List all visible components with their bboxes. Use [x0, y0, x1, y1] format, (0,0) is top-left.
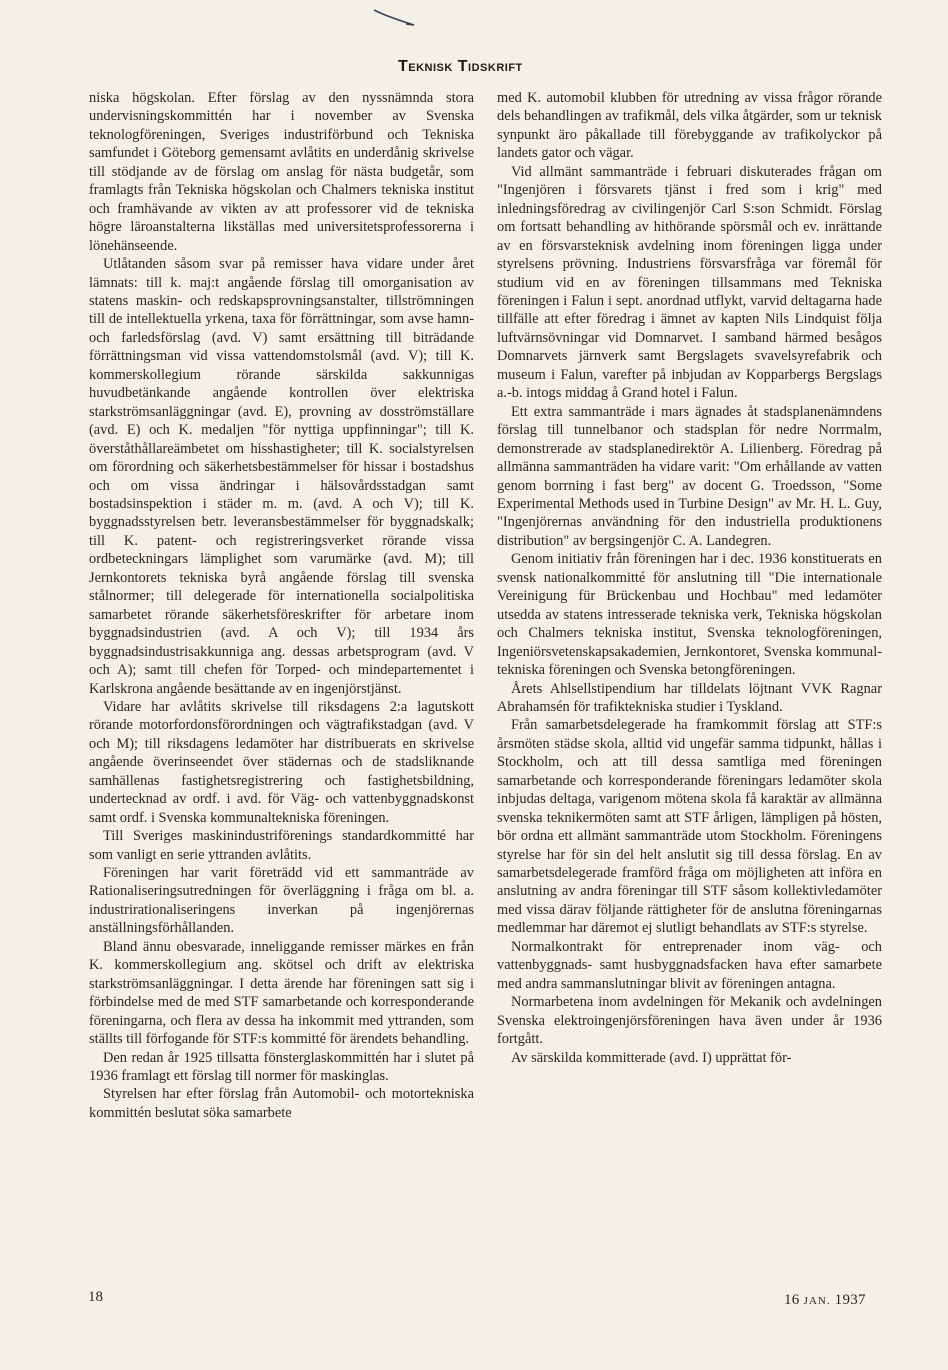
paragraph: Genom initiativ från föreningen har i dec. 1936 konstituerats en svensk nationalkommitté för anslutning till "Die internationale Vereinigung für Brückenbau und Hochbau" med ledamöter utsedda av statens intresserade tekniska verk, Tekniska högskolan och Chalmers tekniska institut, Svenska teknologföreningen, Ingeniörsvetenskapsakademien, Jernkontoret, Svenska kommunal-tekniska föreningen och Svenska betongföreningen.: [497, 551, 882, 679]
paragraph: Av särskilda kommitterade (avd. I) upprättat för-: [511, 1049, 792, 1066]
date-year: 1937: [834, 1292, 866, 1308]
page-number: 18: [88, 1289, 103, 1305]
right-column: [497, 89, 882, 1067]
paragraph: Normalkontrakt för entreprenader inom väg- och vattenbyggnads- samt husbyggnadsfacken hava efter samarbete med andra sammanslutningar blivit av föreningen antagna.: [497, 938, 882, 992]
issue-date: [784, 1292, 866, 1309]
date-month: JAN.: [803, 1295, 831, 1307]
journal-header: [398, 58, 698, 76]
paragraph: Föreningen har varit företrädd vid ett sammanträde av Rationaliseringsutredningen för överläggning i fråga om bl. a. industrirationaliseringens inverkan på ingenjörernas anställningsförhållanden.: [89, 865, 474, 937]
pen-stroke-mark: [372, 6, 416, 28]
paragraph: Utlåtanden såsom svar på remisser hava vidare under året lämnats: till k. maj:t angående förslag till omorganisation av statens maskin- och redskapsprovningsanstalter, tillströmningen till de intellektuella yrkena, taxa för förrättningar, som avse hamn- och farledsförslag (avd. V) samt ersättning till biträdande förrättningsman vid vissa vattendomstolsmål (avd. V); till K. kommerskollegium rörande särskilda sakkunnigas huvudbetänkande angående kontrollen över elektriska starkströmsanläggningar (avd. E), provning av dosströmställare (avd. E) och K. medaljen "för nyttiga uppfinningar"; till K. överståthållareämbetet om hisshastigheter; till K. socialstyrelsen om förordning och säkerhetsbestämmelser för hissar i bostadshus och om vissa ändringar i hälsovårdsstadgan samt bostadsinspektion i städer m. m. (avd. A och V); till K. byggnadsstyrelsen betr. leveransbestämmelser för byggnadskalk; till K. patent- och registreringsverket rörande vissa ordbeteckningars lämplighet som varumärke (avd. M); till Jernkontorets tekniska byrå angående förslag till svenska stålnormer; till delegerade för internationella socialpolitiska samarbetet rörande säkerhetsföreskrifter för arbetare inom byggnadsindustrien (avd. A och V); till 1934 års byggnadsindustrisakkunniga ang. dessas arbetsprogram (avd. V och A); samt till chefen för Torped- och mindepartementet i Karlskrona angående besättande av en ingenjörstjänst.: [89, 256, 474, 697]
paragraph: Från samarbetsdelegerade ha framkommit förslag att STF:s årsmöten städse skola, alltid vid ungefär samma tidpunkt, hållas i Stockholm, och att till dessa samtliga med föreningen samarbetande och korresponderande föreningars ledamöter skola inbjudas deltaga, varigenom mötena skola få karaktär av allmänna svenska teknikermöten samt att STF årligen, lämpligen på hösten, bör ordna ett allmänt sammanträde utom Stockholm. Föreningens styrelse har för sin del helt anslutit sig till dessa förslag. En av samarbetsdelegerade framförd fråga om möjligheten att införa en anslutning av andra föreningar till STF såsom kollektivledamöter med vissa därav följande rättigheter för de anslutna föreningarnas medlemmar har däremot ej slutligt behandlats av STF:s styrelse.: [497, 717, 882, 937]
paragraph: Styrelsen har efter förslag från Automobil- och motortekniska kommittén beslutat söka samarbete: [89, 1086, 474, 1121]
paragraph: med K. automobil klubben för utredning av vissa frågor rörande dels behandlingen av trafikmål, dels vilka åtgärder, som ur teknisk synpunkt äro påkallade till förebyggande av trafikolyckor på landets gator och vägar.: [497, 90, 882, 162]
paragraph: Årets Ahlsellstipendium har tilldelats löjtnant VVK Ragnar Abrahamsén för trafiktekniska studier i Tyskland.: [497, 680, 882, 715]
date-day: 16: [784, 1292, 800, 1308]
paragraph: Normarbetena inom avdelningen för Mekanik och avdelningen Svenska elektroingenjörsföreningen hava även under år 1936 fortgått.: [497, 994, 882, 1048]
left-column: [89, 89, 474, 1122]
paragraph: Vidare har avlåtits skrivelse till riksdagens 2:a lagutskott rörande motorfordonsförordningen och vägtrafikstadgan (avd. V och M); till riksdagens ledamöter har distribuerats en skrivelse angående överinseendet över städernas och de stadsliknande samhällenas fastighetsregistrering och fastighetsbildning, undertecknad av ordf. i avd. för Väg- och vattenbyggnadskonst samt ordf. i Svenska kommunaltekniska föreningen.: [89, 698, 474, 826]
paragraph: Bland ännu obesvarade, inneliggande remisser märkes en från K. kommerskollegium ang. skötsel och drift av elektriska starkströmsanläggningar. I detta ärende har föreningen satt sig i förbindelse med de med STF samarbetande och korresponderande föreningarna, och flera av dessa ha inkommit med yttranden, som ställts till förfogande för STF:s kommitté för ärendets behandling.: [89, 938, 474, 1048]
paragraph: Den redan år 1925 tillsatta fönsterglaskommittén har i slutet på 1936 framlagt ett förslag till normer för maskinglas.: [89, 1049, 474, 1085]
paragraph: niska högskolan. Efter förslag av den nyssnämnda stora undervisningskommittén har i november av Svenska teknologföreningen, Sveriges industriförbund och Tekniska samfundet i Göteborg gemensamt avlåtits en underdånig skrivelse till stödjande av de förslag om anslag för nästa budgetår, som framlagts från Tekniska högskolan och Chalmers tekniska institut och framhävande av vikten av att professorer vid de tekniska högre läroanstalterna likställas med universitetsprofessorerna i lönehänseende.: [89, 90, 474, 254]
paragraph: Vid allmänt sammanträde i februari diskuterades frågan om "Ingenjören i försvarets tjänst i fred som i krig" med inledningsföredrag av civilingenjör Carl S:son Schmidt. Förslag om fortsatt behandling av hithörande spörsmål och ev. inrättande av en försvarsteknisk avdelning inom föreningen ligga under styrelsens prövning. Industriens försvarsfråga var föremål för studium vid en av föreningen tillsammans med Tekniska föreningen i Falun i sept. anordnad utflykt, varvid deltagarna hade tillfälle att efter föredrag i ämnet av kapten Nils Lindquist följa luftvärnsövningar vid Domnarvet. I samband härmed besågos Domnarvets järnverk samt Bergslagets svavelsyrefabrik och museum i Falun, varefter på inbjudan av Kopparbergs Bergslags a.-b. intogs middag å Grand hotel i Falun.: [497, 163, 882, 402]
paragraph: Ett extra sammanträde i mars ägnades åt stadsplanenämndens förslag till tunnelbanor och stadsplan för nedre Norrmalm, demonstrerade av stadsplanedirektör A. Lilienberg. Föredrag på allmänna sammanträden ha vidare varit: "Om erhållande av vatten genom borrning i fast berg" av docent G. Troedsson, "Some Experimental Methods used in Turbine Design" av Mr. H. L. Guy, "Ingenjörernas användning för den industriella produktionens distribution" av bergsingenjör C. A. Landegren.: [497, 403, 882, 549]
paragraph: Till Sveriges maskinindustriförenings standardkommitté har som vanligt en serie yttranden avlåtits.: [89, 828, 474, 863]
journal-title: Teknisk Tidskrift: [398, 58, 523, 75]
